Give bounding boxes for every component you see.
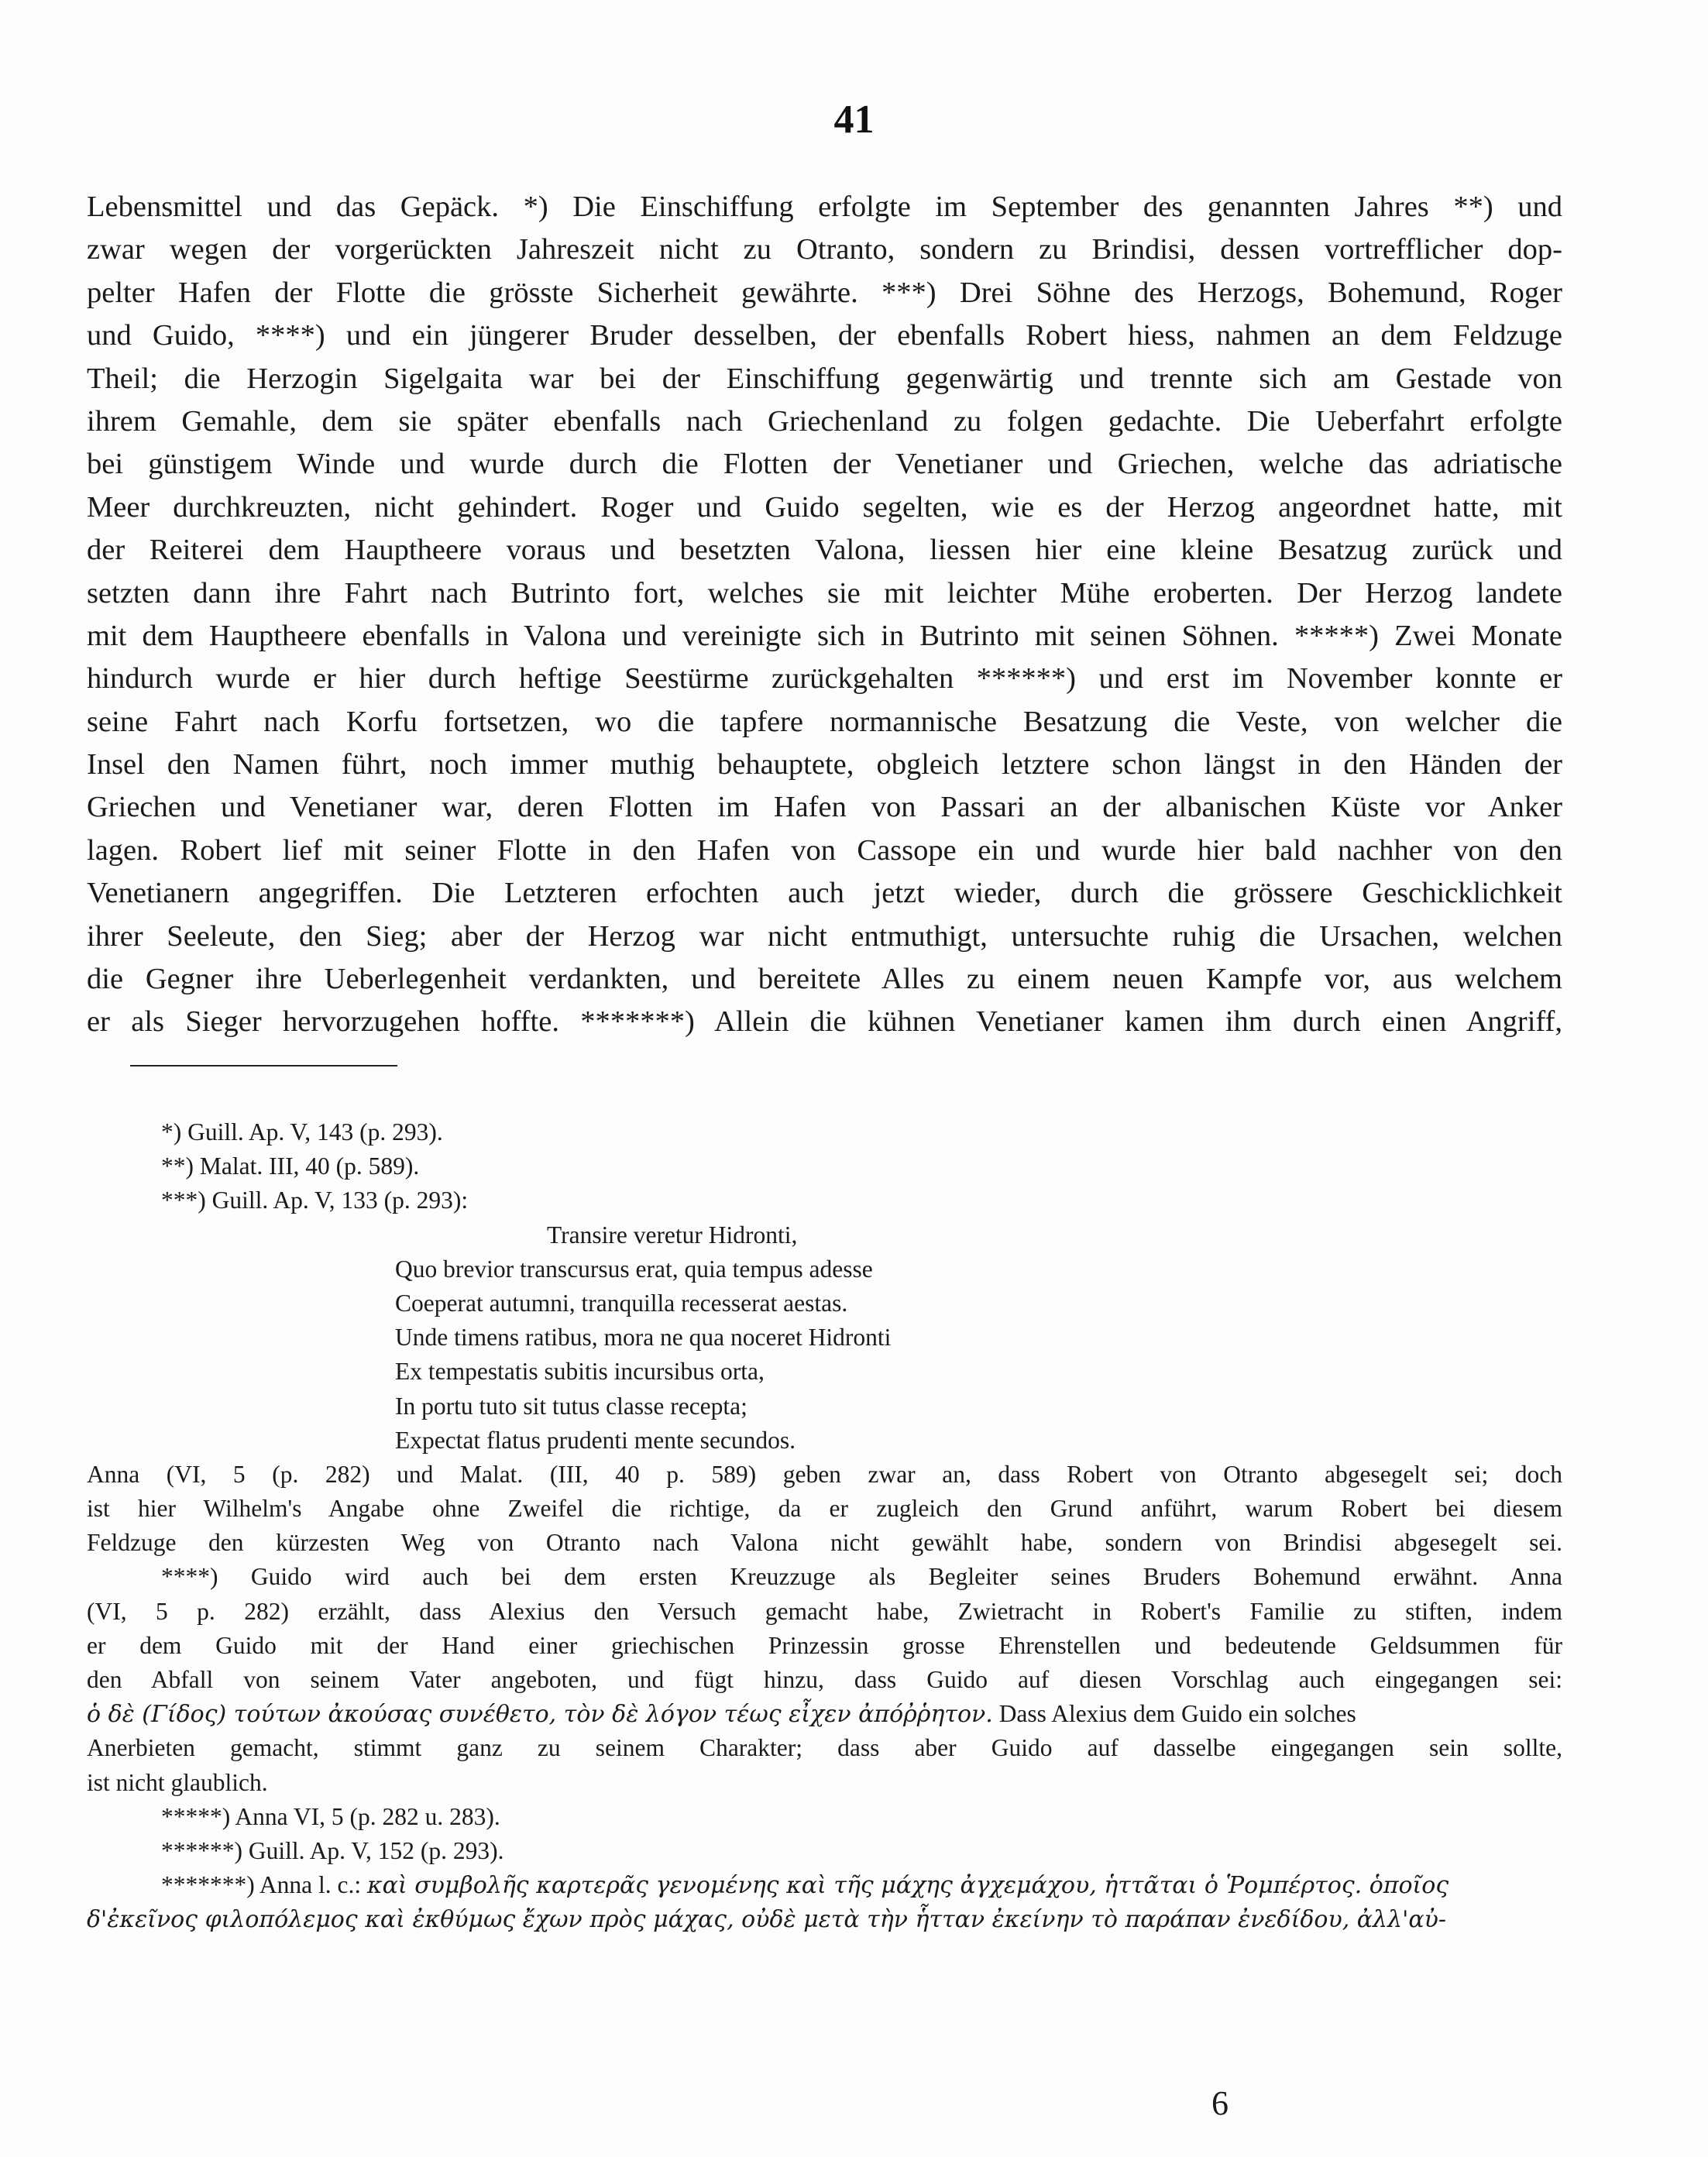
body-line: Lebensmittel und das Gepäck. *) Die Einschiffung erfolgte im September des genannten Jahres **) und xyxy=(87,191,1562,223)
footnote-4: (VI, 5 p. 282) erzählt, dass Alexius den Versuch gemacht habe, Zwietracht in Robert's Familie zu stiften, indem xyxy=(87,1597,1562,1625)
footnote-3-continued: ist hier Wilhelm's Angabe ohne Zweifel die richtige, da er zugleich den Grund anführt, warum Robert bei diesem xyxy=(87,1495,1562,1523)
greek-quote: καὶ συμβολῆς καρτερᾶς γενομένης καὶ τῆς μάχης ἀγχεμάχου, ἡττᾶται ὁ Ῥομπέρτος. ὁποῖος xyxy=(366,1872,1449,1900)
footnote-4: Anerbieten gemacht, stimmt ganz zu seinem Charakter; dass aber Guido auf dasselbe eingegangen sein sollte, xyxy=(87,1734,1562,1762)
footnote-7-lead: *******) Anna l. c.: xyxy=(161,1871,367,1899)
body-line: Venetianern angegriffen. Die Letzteren erfochten auch jetzt wieder, durch die grössere Geschicklichkeit xyxy=(87,877,1562,910)
poem-line: Ex tempestatis subitis incursibus orta, xyxy=(395,1358,765,1386)
footnote-separator xyxy=(130,1065,397,1066)
poem-line: Expectat flatus prudenti mente secundos. xyxy=(395,1426,796,1454)
body-line: lagen. Robert lief mit seiner Flotte in den Hafen von Cassope ein und wurde hier bald nachher von den xyxy=(87,833,1562,867)
footnote-6: ******) Guill. Ap. V, 152 (p. 293). xyxy=(161,1836,504,1864)
body-line: seine Fahrt nach Korfu fortsetzen, wo die tapfere normannische Besatzung die Veste, von welcher die xyxy=(87,705,1562,738)
footnote-3-continued: Anna (VI, 5 (p. 282) und Malat. (III, 40 p. 589) geben zwar an, dass Robert von Otranto abgesegelt sei; doch xyxy=(87,1460,1562,1488)
main-body-text xyxy=(87,186,1562,1044)
printer-signature: 6 xyxy=(1211,2084,1229,2122)
footnote-1: *) Guill. Ap. V, 143 (p. 293). xyxy=(161,1118,443,1145)
body-line: der Reiterei dem Hauptheere voraus und besetzten Valona, liessen hier eine kleine Besatzug zurück und xyxy=(87,534,1562,567)
footnote-3-continued: Feldzuge den kürzesten Weg von Otranto nach Valona nicht gewählt habe, sondern von Brindisi abgesegelt sei. xyxy=(87,1529,1562,1557)
body-line: ihrem Gemahle, dem sie später ebenfalls nach Griechenland zu folgen gedachte. Die Ueberfahrt erfolgte xyxy=(87,404,1562,438)
body-line: pelter Hafen der Flotte die grösste Sicherheit gewährte. ***) Drei Söhne des Herzogs, Bohemund, Roger xyxy=(87,276,1562,309)
body-line: Griechen und Venetianer war, deren Flotten im Hafen von Passari an der albanischen Küste vor Anker xyxy=(87,791,1562,824)
body-line: Insel den Namen führt, noch immer muthig behauptete, obgleich letztere schon längst in den Händen der xyxy=(87,748,1562,781)
poem-line: Unde timens ratibus, mora ne qua noceret Hidronti xyxy=(395,1324,892,1352)
footnote-5: *****) Anna VI, 5 (p. 282 u. 283). xyxy=(161,1802,500,1830)
body-line: mit dem Hauptheere ebenfalls in Valona und vereinigte sich in Butrinto mit seinen Söhnen. *****) Zwei Monate xyxy=(87,619,1562,652)
body-line: Meer durchkreuzten, nicht gehindert. Roger und Guido segelten, wie es der Herzog angeordnet hatte, mit xyxy=(87,490,1562,524)
footnote-3: ***) Guill. Ap. V, 133 (p. 293): xyxy=(161,1187,469,1214)
body-line: zwar wegen der vorgerückten Jahreszeit nicht zu Otranto, sondern zu Brindisi, dessen vortrefflicher dop- xyxy=(87,233,1562,266)
body-line: er als Sieger hervorzugehen hoffte. *******) Allein die kühnen Venetianer kamen ihm durch einen Angriff, xyxy=(87,1005,1562,1039)
body-line: ihrer Seeleute, den Sieg; aber der Herzog war nicht entmuthigt, untersuchte ruhig die Ursachen, welchen xyxy=(87,919,1562,953)
footnote-7-continued xyxy=(87,1902,1562,1936)
poem-line: Transire veretur Hidronti, xyxy=(547,1221,798,1249)
poem-line: Coeperat autumni, tranquilla recesserat aestas. xyxy=(395,1289,848,1317)
body-line: und Guido, ****) und ein jüngerer Bruder desselben, der ebenfalls Robert hiess, nahmen an dem Feldzuge xyxy=(87,319,1562,352)
footnote-7 xyxy=(87,1868,1562,1902)
footnote-4: ****) Guido wird auch bei dem ersten Kreuzzuge als Begleiter seines Bruders Bohemund erwähnt. Anna xyxy=(161,1563,1562,1591)
footnote-2: **) Malat. III, 40 (p. 589). xyxy=(161,1152,420,1180)
poem-line: Quo brevior transcursus erat, quia tempus adesse xyxy=(395,1255,873,1283)
footnote-4-greek-line xyxy=(87,1697,1562,1731)
footnote-4: ist nicht glaublich. xyxy=(87,1768,268,1796)
body-line: bei günstigem Winde und wurde durch die Flotten der Venetianer und Griechen, welche das adriatische xyxy=(87,448,1562,481)
poem-line: In portu tuto sit tutus classe recepta; xyxy=(395,1392,747,1420)
greek-quote: δ'ἐκεῖνος φιλοπόλεμος καὶ ἐκθύμως ἔχων πρὸς μάχας, οὐδὲ μετὰ τὴν ἧτταν ἐκείνην τὸ παράπαν ἐνεδίδου, ἀλλ'αὐ- xyxy=(87,1906,1446,1934)
footnotes xyxy=(87,1115,1562,1937)
body-line: hindurch wurde er hier durch heftige Seestürme zurückgehalten ******) und erst im November konnte er xyxy=(87,662,1562,696)
footnote-4: er dem Guido mit der Hand einer griechischen Prinzessin grosse Ehrenstellen und bedeutende Geldsummen für xyxy=(87,1631,1562,1659)
body-line: die Gegner ihre Ueberlegenheit verdankten, und bereitete Alles zu einem neuen Kampfe vor, aus welchem xyxy=(87,963,1562,996)
greek-quote: ὁ δὲ (Γίδος) τούτων ἀκούσας συνέθετο, τὸν δὲ λόγον τέως εἶχεν ἀπόῤῥητον. xyxy=(87,1701,993,1729)
footnote-4-tail: Dass Alexius dem Guido ein solches xyxy=(992,1700,1356,1728)
page-number: 41 xyxy=(833,98,875,142)
footnote-4: den Abfall von seinem Vater angeboten, und fügt hinzu, dass Guido auf diesen Vorschlag auch eingegangen sei: xyxy=(87,1666,1562,1693)
body-line: Theil; die Herzogin Sigelgaita war bei der Einschiffung gegenwärtig und trennte sich am Gestade von xyxy=(87,362,1562,395)
body-line: setzten dann ihre Fahrt nach Butrinto fort, welches sie mit leichter Mühe eroberten. Der Herzog landete xyxy=(87,576,1562,610)
